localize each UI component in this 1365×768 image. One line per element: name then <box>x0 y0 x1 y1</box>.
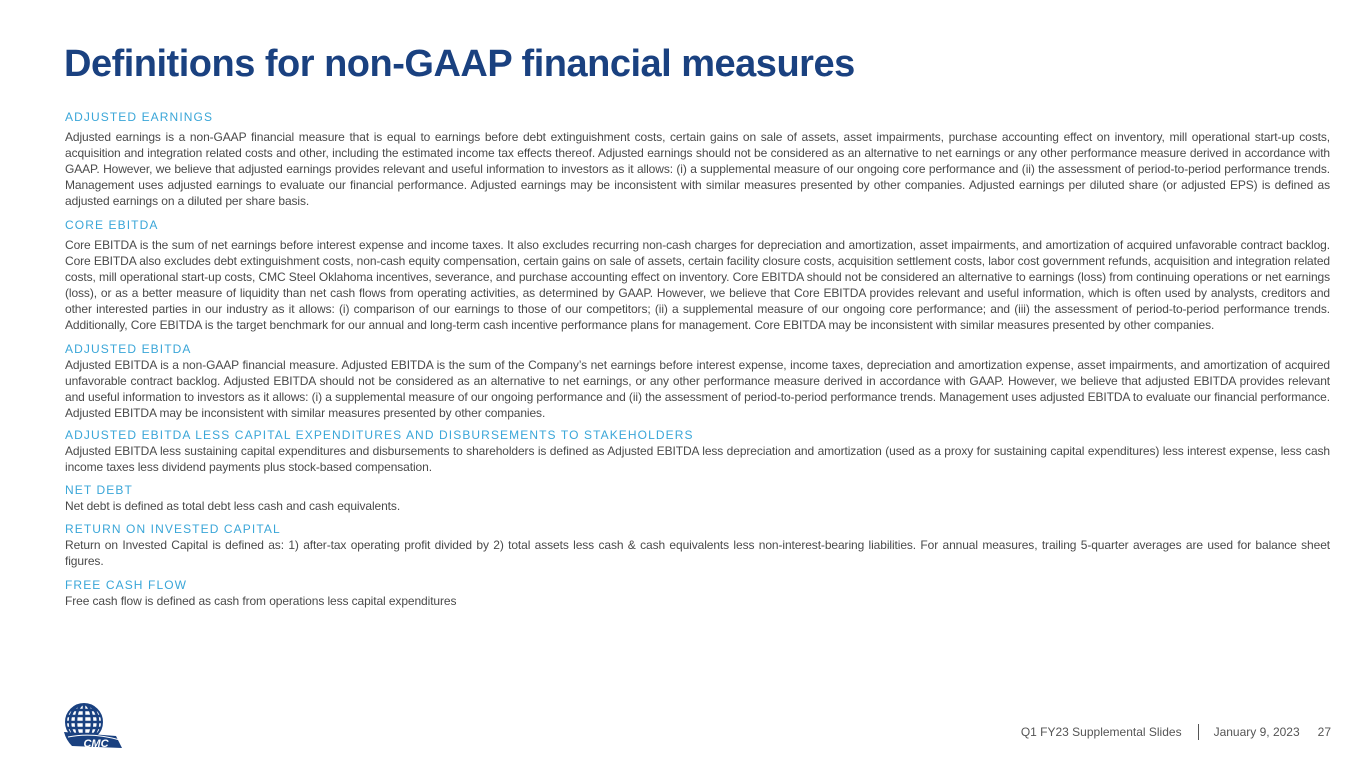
cmc-logo <box>62 702 130 756</box>
section-heading: ADJUSTED EBITDA LESS CAPITAL EXPENDITURES AND DISBURSEMENTS TO STAKEHOLDERS <box>65 428 694 442</box>
section-body: Adjusted EBITDA is a non-GAAP financial measure. Adjusted EBITDA is the sum of the Company’s net earnings before interest expense, income taxes, depreciation and amortization expense, asset impairments, and amortization of acquired unfavorable contract backlog. Adjusted EBITDA should not be considered as an alternative to net earnings, or any other performance measure derived in accordance with GAAP. However, we believe that adjusted EBITDA provides relevant and useful information to investors as it allows: (i) a supplemental measure of our ongoing performance and (ii) the assessment of period-to-period performance trends. Management uses adjusted EBITDA to evaluate our financial performance. Adjusted EBITDA may be inconsistent with similar measures presented by other companies. <box>65 358 1330 420</box>
slide-footer <box>1021 724 1331 740</box>
section-heading: NET DEBT <box>65 483 133 497</box>
section-adjusted-ebitda-less-capex <box>65 428 1330 475</box>
section-adjusted-earnings <box>65 110 1330 209</box>
definitions-list <box>65 110 1330 609</box>
logo-text: CMC <box>83 738 109 750</box>
section-body: Core EBITDA is the sum of net earnings before interest expense and income taxes. It also excludes recurring non-cash charges for depreciation and amortization, asset impairments, and amortization of acquired unfavorable contract backlog. Core EBITDA also excludes debt extinguishment costs, non-cash equity compensation, certain gains on sale of assets, certain facility closure costs, acquisition settlement costs, labor cost government refunds, acquisition and integration related costs, mill operational start-up costs, CMC Steel Oklahoma incentives, severance, and purchase accounting effect on inventory. Core EBITDA should not be considered an alternative to earnings (loss) from continuing operations or net earnings (loss), or as a better measure of liquidity than net cash flows from operating activities, as determined by GAAP. However, we believe that Core EBITDA provides relevant and useful information, which is often used by analysts, creditors and other interested parties in our industry as it allows: (i) comparison of our earnings to those of our competitors; (ii) a supplemental measure of our ongoing core performance; and (iii) the assessment of period-to-period performance trends. Additionally, Core EBITDA is the target benchmark for our annual and long-term cash incentive performance plans for management. Core EBITDA may be inconsistent with similar measures presented by other companies. <box>65 238 1330 332</box>
section-free-cash-flow <box>65 578 1330 609</box>
section-heading: FREE CASH FLOW <box>65 578 188 592</box>
page-title: Definitions for non-GAAP financial measures <box>64 43 855 85</box>
section-heading: ADJUSTED EARNINGS <box>65 110 214 124</box>
section-heading: CORE EBITDA <box>65 218 159 232</box>
page-number: 27 <box>1317 725 1331 739</box>
section-adjusted-ebitda <box>65 342 1330 421</box>
footer-divider <box>1198 724 1199 740</box>
section-heading: RETURN ON INVESTED CAPITAL <box>65 522 281 536</box>
cmc-globe-logo-icon <box>62 702 130 756</box>
deck-name: Q1 FY23 Supplemental Slides <box>1020 725 1182 739</box>
deck-date: January 9, 2023 <box>1213 725 1300 739</box>
section-heading: ADJUSTED EBITDA <box>65 342 192 356</box>
section-body: Adjusted EBITDA less sustaining capital expenditures and disbursements to shareholders is defined as Adjusted EBITDA less depreciation and amortization (used as a proxy for sustaining capital expenditures) less interest expense, less cash income taxes less dividend payments plus stock-based compensation. <box>65 444 1330 474</box>
section-body: Net debt is defined as total debt less cash and cash equivalents. <box>65 499 401 513</box>
section-return-on-invested-capital <box>65 522 1330 569</box>
section-body: Return on Invested Capital is defined as: 1) after-tax operating profit divided by 2) total assets less cash & cash equivalents less non-interest-bearing liabilities. For annual measures, trailing 5-quarter averages are used for balance sheet figures. <box>65 538 1330 568</box>
section-body: Free cash flow is defined as cash from operations less capital expenditures <box>65 594 457 608</box>
section-body: Adjusted earnings is a non-GAAP financial measure that is equal to earnings before debt extinguishment costs, certain gains on sale of assets, asset impairments, purchase accounting effect on inventory, mill operational start-up costs, acquisition and integration related costs and other, including the estimated income tax effects thereof. Adjusted earnings should not be considered as an alternative to net earnings or any other performance measure derived in accordance with GAAP. However, we believe that adjusted earnings provides relevant and useful information to investors as it allows: (i) a supplemental measure of our ongoing core performance and (ii) the assessment of period-to-period performance trends. Management uses adjusted earnings to evaluate our financial performance. Adjusted earnings may be inconsistent with similar measures presented by other companies. Adjusted earnings per diluted share (or adjusted EPS) is defined as adjusted earnings on a diluted per share basis. <box>65 130 1330 208</box>
section-core-ebitda <box>65 218 1330 333</box>
section-net-debt <box>65 483 1330 514</box>
